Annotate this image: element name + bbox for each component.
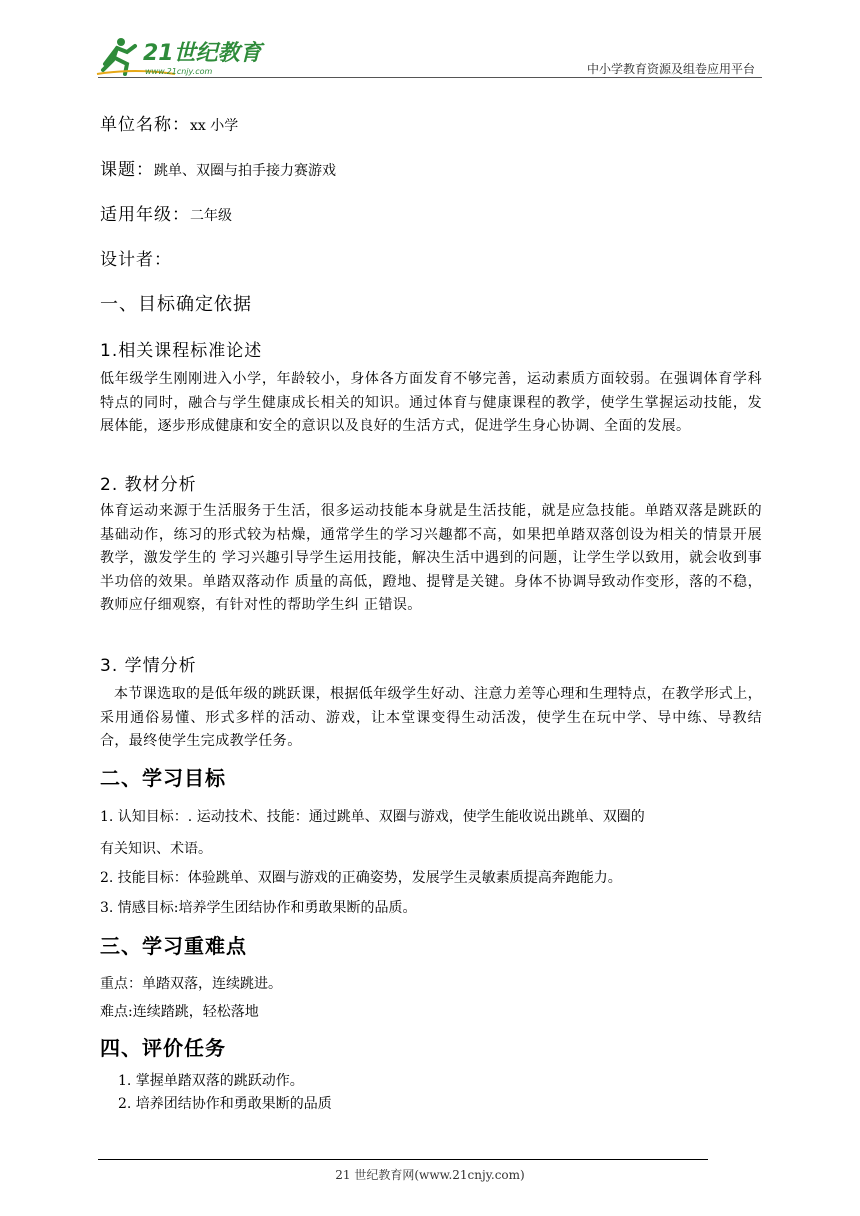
section2-title: 二、学习目标 (100, 766, 226, 790)
section1-sub1-title: 1.相关课程标准论述 (100, 341, 263, 361)
unit-label: 单位名称： (100, 115, 190, 135)
site-logo (95, 34, 265, 78)
goal1-line2: 有关知识、术语。 (100, 841, 212, 857)
topic-line (100, 155, 336, 180)
grade-value: 二年级 (190, 208, 232, 224)
section4-title: 四、评价任务 (100, 1036, 226, 1060)
section1-sub3-text: 本节课选取的是低年级的跳跃课，根据低年级学生好动、注意力差等心理和生理特点，在教学形式上，采用通俗易懂、形式多样的活动、游戏，让本堂课变得生动活泼，使学生在玩中学、导中练、导教结合，最终使学生完成教学任务。 (100, 686, 762, 749)
grade-label: 适用年级： (100, 205, 190, 225)
section1-sub2-title: 2. 教材分析 (100, 475, 197, 495)
topic-value: 跳单、双圈与拍手接力赛游戏 (154, 163, 336, 179)
svg-text:www.21cnjy.com: www.21cnjy.com (145, 67, 213, 76)
task-item-1: 1. 掌握单踏双落的跳跃动作。 (118, 1073, 304, 1089)
goal3: 3. 情感目标:培养学生团结协作和勇敢果断的品质。 (100, 900, 417, 916)
goal1-line1: 1. 认知目标：. 运动技术、技能：通过跳单、双圈与游戏，使学生能收说出跳单、双圈的 (100, 809, 645, 825)
section1-sub1-text: 低年级学生刚刚进入小学，年龄较小，身体各方面发育不够完善，运动素质方面较弱。在强调体育学科特点的同时，融合与学生健康成长相关的知识。通过体育与健康课程的教学，使学生掌握运动技能，发展体能，逐步形成健康和安全的意识以及良好的生活方式，促进学生身心协调、全面的发展。 (100, 371, 762, 434)
page-header (0, 0, 860, 80)
section3-title: 三、学习重难点 (100, 934, 247, 958)
topic-label: 课题： (100, 160, 154, 180)
difficult-point: 难点:连续踏跳，轻松落地 (100, 1004, 259, 1020)
key-point: 重点：单踏双落，连续跳进。 (100, 976, 282, 992)
unit-value: xx 小学 (190, 118, 239, 134)
svg-text:21世纪教育: 21世纪教育 (143, 41, 262, 66)
unit-line (100, 110, 238, 135)
section1-sub2-text: 体育运动来源于生活服务于生活，很多运动技能本身就是生活技能，就是应急技能。单踏双落是跳跃的基础动作，练习的形式较为枯燥，通常学生的学习兴趣都不高，如果把单踏双落创设为相关的情景开展 教学，激发学生的 学习兴趣引导学生运用技能，解决生活中遇到的问题，让学生学以致用，就会收到事半功倍的效果。单踏双落动作 质量的高低，蹬地、提臂是关键。身体不协调导致动作变形，落的不稳，教师应仔细观察，有针对性的帮助学生纠 正错误。 (100, 503, 762, 613)
grade-line (100, 200, 232, 225)
platform-name: 中小学教育资源及组卷应用平台 (586, 62, 755, 76)
footer-divider (98, 1159, 708, 1160)
task-item-2: 2. 培养团结协作和勇敢果断的品质 (118, 1096, 332, 1112)
footer-text: 21 世纪教育网(www.21cnjy.com) (335, 1168, 525, 1182)
goal2: 2. 技能目标：体验跳单、双圈与游戏的正确姿势，发展学生灵敏素质提高奔跑能力。 (100, 870, 622, 886)
section1-sub3-title: 3. 学情分析 (100, 656, 197, 676)
header-divider (98, 77, 762, 78)
designer-line (100, 245, 172, 270)
designer-label: 设计者： (100, 250, 172, 270)
section1-title: 一、目标确定依据 (100, 294, 252, 315)
